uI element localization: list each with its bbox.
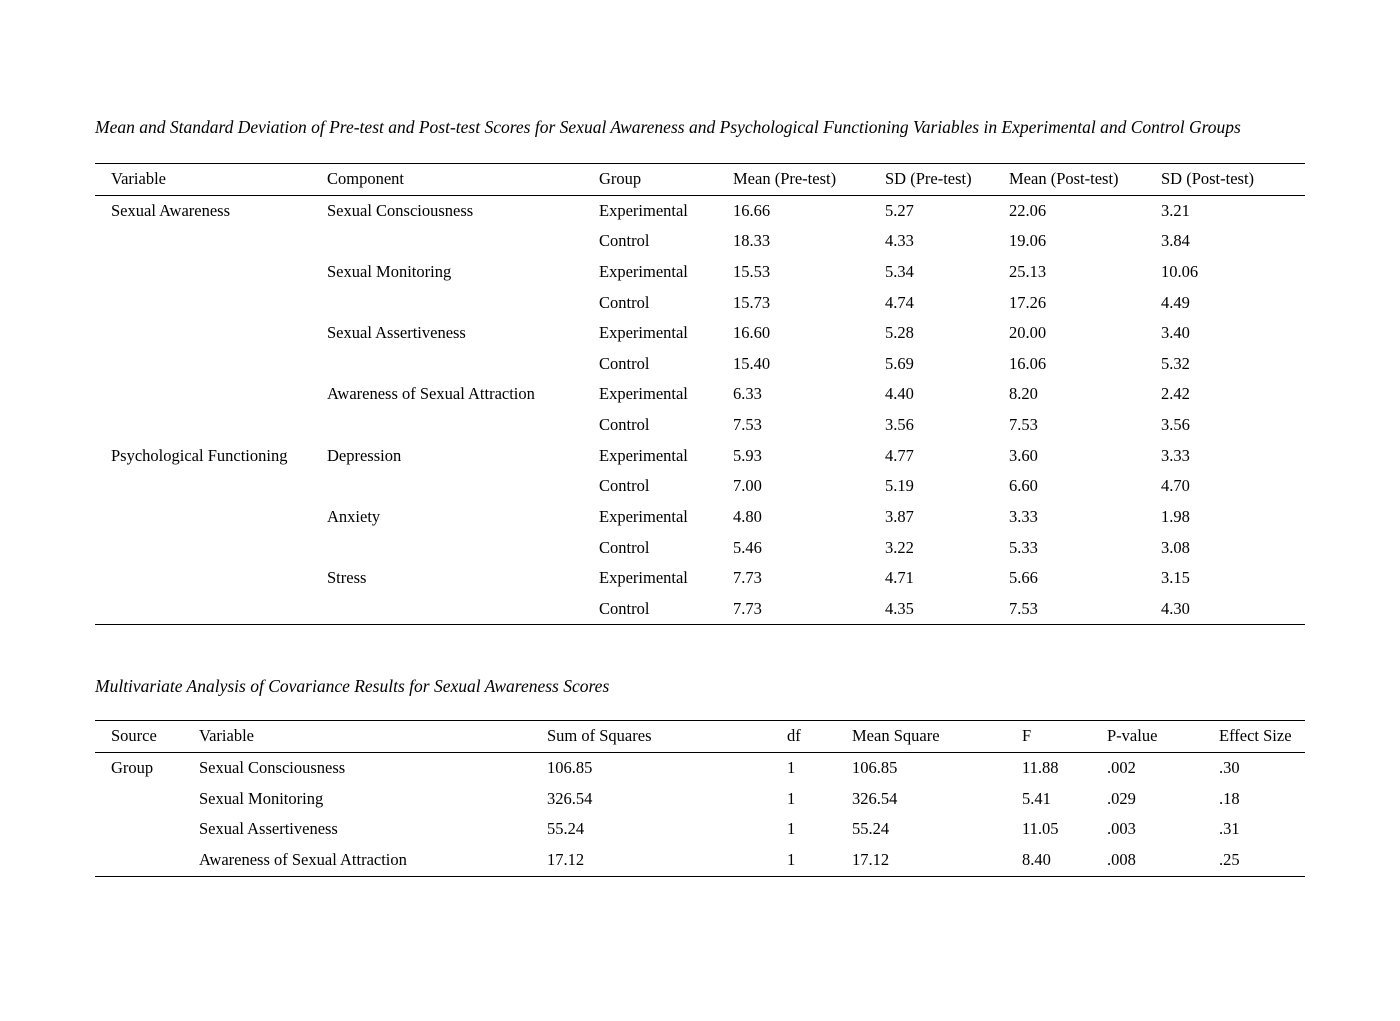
table2-header-sum-of-squares: Sum of Squares bbox=[547, 721, 787, 753]
cell-sd-post: 4.70 bbox=[1161, 476, 1190, 496]
cell-sd-post: 3.33 bbox=[1161, 445, 1190, 465]
table-row bbox=[95, 784, 1305, 815]
cell-mean-pre: 7.00 bbox=[733, 476, 762, 496]
cell-group: Experimental bbox=[599, 261, 688, 281]
cell-variable bbox=[95, 410, 327, 441]
cell-variable: Sexual Awareness bbox=[111, 200, 230, 220]
table2-header-f: F bbox=[1022, 721, 1107, 753]
table-row bbox=[95, 318, 1305, 349]
cell-source bbox=[95, 784, 199, 815]
cell-group: Control bbox=[599, 231, 650, 251]
cell-component: Sexual Consciousness bbox=[327, 200, 474, 220]
cell-sd-post: 1.98 bbox=[1161, 506, 1190, 526]
cell-variable bbox=[95, 349, 327, 380]
cell-mean-square: 106.85 bbox=[852, 758, 898, 777]
cell-sd-pre: 4.33 bbox=[885, 231, 914, 251]
cell-df: 1 bbox=[787, 845, 852, 876]
cell-mean-post: 7.53 bbox=[1009, 594, 1161, 625]
table1-header-group: Group bbox=[599, 164, 733, 196]
cell-mean-pre: 16.60 bbox=[733, 323, 771, 343]
cell-effect-size: .31 bbox=[1219, 819, 1240, 839]
cell-sd-pre: 3.22 bbox=[885, 537, 914, 557]
cell-group: Experimental bbox=[599, 568, 688, 588]
cell-f: 5.41 bbox=[1022, 788, 1051, 808]
cell-sum-of-squares: 55.24 bbox=[547, 819, 585, 839]
cell-variable: Sexual Assertiveness bbox=[199, 819, 338, 839]
table2-header-df: df bbox=[787, 721, 852, 753]
cell-component: Depression bbox=[327, 445, 402, 465]
table1-header-sd-posttest: SD (Post-test) bbox=[1161, 164, 1305, 196]
table-header-row bbox=[95, 721, 1305, 753]
cell-sd-post: 3.40 bbox=[1161, 323, 1190, 343]
cell-sd-post: 4.30 bbox=[1161, 594, 1305, 625]
table-row bbox=[95, 379, 1305, 410]
cell-group: Experimental bbox=[599, 200, 688, 220]
cell-group: Experimental bbox=[599, 323, 688, 343]
cell-sd-pre: 5.28 bbox=[885, 323, 914, 343]
cell-p-value: .003 bbox=[1107, 819, 1136, 839]
table-row bbox=[95, 288, 1305, 319]
cell-component: Sexual Assertiveness bbox=[327, 323, 466, 343]
cell-p-value: .029 bbox=[1107, 788, 1136, 808]
cell-sd-pre: 4.40 bbox=[885, 384, 914, 404]
cell-sd-post: 3.08 bbox=[1161, 537, 1190, 557]
cell-component: Stress bbox=[327, 568, 367, 588]
cell-variable: Awareness of Sexual Attraction bbox=[199, 845, 547, 876]
table-row bbox=[95, 814, 1305, 845]
cell-mean-pre: 6.33 bbox=[733, 384, 762, 404]
table1-header-mean-posttest: Mean (Post-test) bbox=[1009, 164, 1161, 196]
cell-sd-post: 3.15 bbox=[1161, 568, 1190, 588]
cell-sd-pre: 5.27 bbox=[885, 200, 914, 220]
cell-variable: Sexual Monitoring bbox=[199, 788, 324, 808]
table1-header-sd-pretest: SD (Pre-test) bbox=[885, 164, 1009, 196]
table2-header-mean-square: Mean Square bbox=[852, 721, 1022, 753]
cell-source bbox=[95, 845, 199, 876]
cell-sd-pre: 4.77 bbox=[885, 445, 914, 465]
cell-sd-pre: 3.56 bbox=[885, 415, 914, 434]
table1-header-mean-pretest: Mean (Pre-test) bbox=[733, 164, 885, 196]
cell-group: Experimental bbox=[599, 506, 688, 526]
cell-sum-of-squares: 326.54 bbox=[547, 788, 593, 808]
cell-mean-square: 326.54 bbox=[852, 788, 898, 808]
cell-component: Awareness of Sexual Attraction bbox=[327, 384, 535, 404]
cell-group: Control bbox=[599, 537, 650, 557]
cell-sd-post: 2.42 bbox=[1161, 384, 1190, 404]
table-row bbox=[95, 563, 1305, 594]
table2-header-variable: Variable bbox=[199, 721, 547, 753]
cell-mean-pre: 16.66 bbox=[733, 200, 771, 220]
cell-sd-pre: 5.34 bbox=[885, 261, 914, 281]
cell-group: Control bbox=[599, 292, 650, 312]
table2-header-effect-size: Effect Size bbox=[1219, 721, 1305, 753]
table-row bbox=[95, 257, 1305, 288]
cell-group: Control bbox=[599, 415, 650, 434]
table-row bbox=[95, 195, 1305, 226]
table-row bbox=[95, 533, 1305, 564]
cell-mean-post: 19.06 bbox=[1009, 231, 1047, 251]
cell-component bbox=[327, 471, 599, 502]
cell-mean-post: 16.06 bbox=[1009, 353, 1047, 373]
cell-f: 11.88 bbox=[1022, 758, 1059, 777]
cell-variable bbox=[95, 502, 327, 533]
cell-variable bbox=[95, 379, 327, 410]
cell-variable bbox=[95, 471, 327, 502]
cell-sd-pre: 5.19 bbox=[885, 476, 914, 496]
cell-f: 8.40 bbox=[1022, 845, 1107, 876]
cell-variable bbox=[95, 257, 327, 288]
table-row bbox=[95, 594, 1305, 625]
cell-mean-pre: 5.93 bbox=[733, 445, 762, 465]
table-spacer bbox=[95, 625, 1305, 669]
cell-source: Group bbox=[111, 758, 154, 777]
cell-f: 11.05 bbox=[1022, 819, 1059, 839]
cell-df: 1 bbox=[787, 788, 796, 808]
table-row bbox=[95, 753, 1305, 784]
cell-mean-pre: 15.73 bbox=[733, 292, 771, 312]
cell-mean-pre: 4.80 bbox=[733, 506, 762, 526]
table1-caption: Mean and Standard Deviation of Pre-test and Post-test Scores for Sexual Awareness and Psychological Functioning Variables in Experimental and Control Groups bbox=[95, 117, 1241, 137]
cell-mean-post: 17.26 bbox=[1009, 292, 1047, 312]
table-row bbox=[95, 410, 1305, 441]
cell-component bbox=[327, 226, 599, 257]
cell-p-value: .008 bbox=[1107, 845, 1219, 876]
cell-sd-post: 3.21 bbox=[1161, 200, 1190, 220]
cell-mean-post: 6.60 bbox=[1009, 476, 1038, 496]
table1-header-variable: Variable bbox=[95, 164, 327, 196]
cell-mean-pre: 7.73 bbox=[733, 594, 885, 625]
cell-component bbox=[327, 410, 599, 441]
cell-effect-size: .25 bbox=[1219, 845, 1305, 876]
table2-caption: Multivariate Analysis of Covariance Results for Sexual Awareness Scores bbox=[95, 676, 610, 697]
cell-sd-pre: 4.71 bbox=[885, 568, 914, 588]
cell-mean-post: 3.33 bbox=[1009, 506, 1038, 526]
cell-sd-post: 3.84 bbox=[1161, 231, 1190, 251]
cell-mean-pre: 15.53 bbox=[733, 261, 771, 281]
cell-variable bbox=[95, 226, 327, 257]
table-row bbox=[95, 502, 1305, 533]
cell-group: Experimental bbox=[599, 445, 688, 465]
table2-header-p-value: P-value bbox=[1107, 721, 1219, 753]
cell-group: Experimental bbox=[599, 384, 688, 404]
cell-sd-pre: 4.74 bbox=[885, 292, 914, 312]
cell-mean-post: 20.00 bbox=[1009, 323, 1047, 343]
cell-sd-pre: 4.35 bbox=[885, 594, 1009, 625]
cell-sd-pre: 5.69 bbox=[885, 353, 914, 373]
cell-df: 1 bbox=[787, 758, 796, 777]
cell-component: Anxiety bbox=[327, 506, 381, 526]
table-header-row bbox=[95, 164, 1305, 196]
cell-component bbox=[327, 349, 599, 380]
cell-mean-post: 5.33 bbox=[1009, 537, 1038, 557]
cell-mean-square: 17.12 bbox=[852, 845, 1022, 876]
cell-mean-pre: 15.40 bbox=[733, 353, 771, 373]
cell-component bbox=[327, 594, 599, 625]
cell-mean-post: 7.53 bbox=[1009, 415, 1038, 434]
table2-header-source: Source bbox=[95, 721, 199, 753]
cell-mean-post: 8.20 bbox=[1009, 384, 1038, 404]
table-descriptive-statistics bbox=[95, 163, 1305, 625]
cell-effect-size: .18 bbox=[1219, 788, 1240, 808]
cell-mean-post: 3.60 bbox=[1009, 445, 1038, 465]
cell-component: Sexual Monitoring bbox=[327, 261, 452, 281]
cell-mean-square: 55.24 bbox=[852, 819, 890, 839]
table-row bbox=[95, 471, 1305, 502]
cell-sum-of-squares: 17.12 bbox=[547, 845, 787, 876]
cell-p-value: .002 bbox=[1107, 758, 1136, 777]
table-row bbox=[95, 226, 1305, 257]
cell-mean-pre: 5.46 bbox=[733, 537, 762, 557]
cell-variable bbox=[95, 318, 327, 349]
cell-component bbox=[327, 533, 599, 564]
cell-sum-of-squares: 106.85 bbox=[547, 758, 593, 777]
table1-header-component: Component bbox=[327, 164, 599, 196]
cell-mean-post: 5.66 bbox=[1009, 568, 1038, 588]
cell-effect-size: .30 bbox=[1219, 758, 1240, 777]
cell-group: Control bbox=[599, 594, 733, 625]
cell-component bbox=[327, 288, 599, 319]
cell-group: Control bbox=[599, 476, 650, 496]
cell-variable bbox=[95, 594, 327, 625]
cell-sd-post: 5.32 bbox=[1161, 353, 1190, 373]
table-row bbox=[95, 441, 1305, 472]
cell-mean-post: 22.06 bbox=[1009, 200, 1047, 220]
cell-mean-pre: 7.73 bbox=[733, 568, 762, 588]
cell-sd-pre: 3.87 bbox=[885, 506, 914, 526]
cell-variable: Sexual Consciousness bbox=[199, 758, 346, 777]
cell-df: 1 bbox=[787, 819, 796, 839]
cell-mean-pre: 18.33 bbox=[733, 231, 771, 251]
cell-source bbox=[95, 814, 199, 845]
cell-mean-post: 25.13 bbox=[1009, 261, 1047, 281]
cell-group: Control bbox=[599, 353, 650, 373]
table-row bbox=[95, 845, 1305, 876]
cell-sd-post: 3.56 bbox=[1161, 415, 1190, 434]
cell-variable: Psychological Functioning bbox=[111, 445, 288, 465]
table-mancova-results bbox=[95, 720, 1305, 876]
table-row bbox=[95, 349, 1305, 380]
cell-variable bbox=[95, 288, 327, 319]
cell-variable bbox=[95, 563, 327, 594]
cell-mean-pre: 7.53 bbox=[733, 415, 762, 434]
cell-sd-post: 4.49 bbox=[1161, 292, 1190, 312]
cell-variable bbox=[95, 533, 327, 564]
cell-sd-post: 10.06 bbox=[1161, 261, 1199, 281]
